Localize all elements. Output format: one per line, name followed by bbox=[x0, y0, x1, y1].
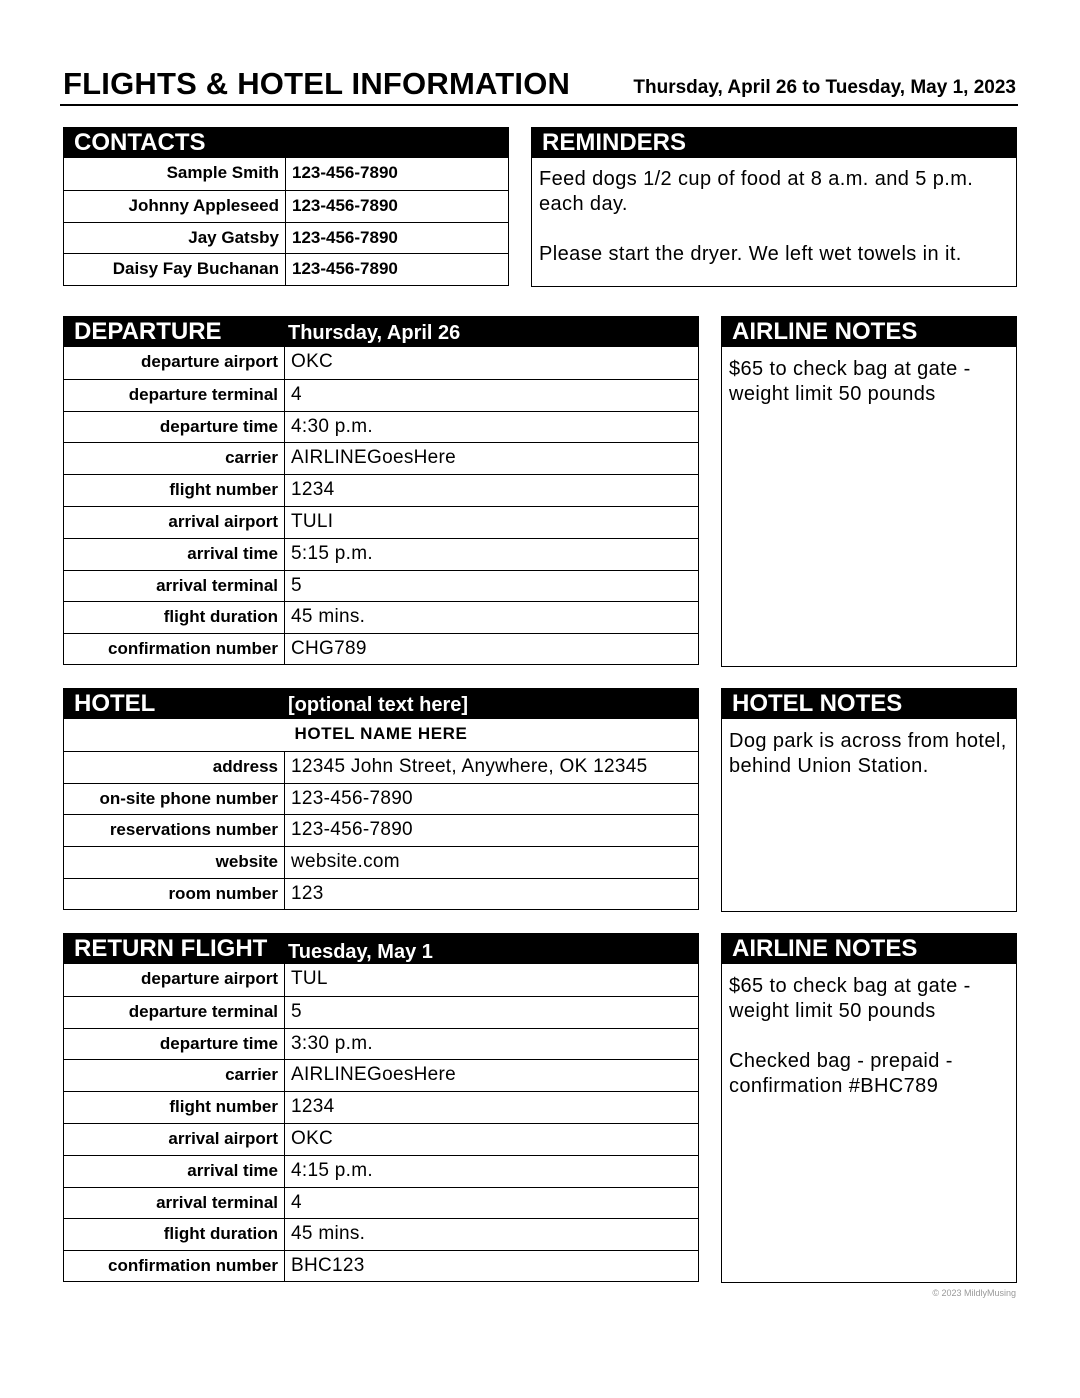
table-row bbox=[64, 570, 698, 602]
airline-notes-title: AIRLINE NOTES bbox=[722, 317, 1016, 347]
return-flight-date: Tuesday, May 1 bbox=[288, 941, 433, 963]
contacts-section bbox=[63, 127, 509, 286]
table-row bbox=[64, 964, 698, 996]
row-label: flight duration bbox=[64, 602, 285, 633]
table-row bbox=[64, 601, 698, 633]
return-flight-header bbox=[64, 934, 698, 964]
row-value: TULI bbox=[291, 510, 334, 532]
row-label: carrier bbox=[64, 1060, 285, 1091]
row-value: OKC bbox=[291, 1127, 334, 1149]
hotel-title: HOTEL bbox=[74, 690, 156, 717]
row-label: flight number bbox=[64, 475, 285, 506]
row-label: departure terminal bbox=[64, 380, 285, 411]
table-row bbox=[64, 1187, 698, 1219]
airline-notes-title: AIRLINE NOTES bbox=[722, 934, 1016, 964]
row-label: arrival airport bbox=[64, 1124, 285, 1155]
row-label: arrival time bbox=[64, 539, 285, 570]
row-label: room number bbox=[64, 879, 285, 910]
hotel-notes-section bbox=[721, 688, 1017, 912]
table-row bbox=[64, 442, 698, 474]
table-row bbox=[64, 1155, 698, 1187]
hotel-table bbox=[64, 719, 698, 910]
row-value: TUL bbox=[291, 968, 328, 989]
contact-phone: 123-456-7890 bbox=[292, 195, 398, 215]
contact-name: Daisy Fay Buchanan bbox=[64, 254, 286, 285]
row-label: confirmation number bbox=[64, 1251, 285, 1282]
row-value: 1234 bbox=[291, 479, 335, 501]
row-value: 123-456-7890 bbox=[291, 787, 413, 809]
reminders-section bbox=[531, 127, 1017, 287]
table-row bbox=[64, 347, 698, 379]
row-value: 12345 John Street, Anywhere, OK 12345 bbox=[291, 755, 648, 777]
row-label: arrival terminal bbox=[64, 1188, 285, 1219]
row-value: 4 bbox=[291, 1191, 302, 1213]
reminders-text: Feed dogs 1/2 cup of food at 8 a.m. and 5 p.m. each day. Please start the dryer. We left wet towels in it. bbox=[539, 168, 974, 265]
return-flight-title: RETURN FLIGHT bbox=[74, 935, 268, 962]
departure-section bbox=[63, 316, 699, 665]
table-row bbox=[64, 474, 698, 506]
row-value: 3:30 p.m. bbox=[291, 1032, 373, 1054]
contact-name: Jay Gatsby bbox=[64, 223, 286, 254]
hotel-header bbox=[64, 689, 698, 719]
row-label: arrival airport bbox=[64, 507, 285, 538]
row-label: departure airport bbox=[64, 347, 285, 379]
row-label: departure time bbox=[64, 1029, 285, 1060]
row-value: BHC123 bbox=[291, 1255, 365, 1277]
return-flight-section bbox=[63, 933, 699, 1282]
contacts-table bbox=[64, 158, 508, 285]
hotel-name: HOTEL NAME HERE bbox=[294, 724, 468, 743]
row-label: website bbox=[64, 847, 285, 878]
row-label: flight duration bbox=[64, 1219, 285, 1250]
row-value: 45 mins. bbox=[291, 1223, 366, 1245]
row-label: carrier bbox=[64, 443, 285, 474]
departure-header bbox=[64, 317, 698, 347]
row-label: departure airport bbox=[64, 964, 285, 996]
contact-row bbox=[64, 222, 508, 254]
row-value: CHG789 bbox=[291, 638, 367, 660]
table-row bbox=[64, 411, 698, 443]
row-value: 123 bbox=[291, 882, 324, 904]
airline-notes-text: $65 to check bag at gate - weight limit 50 pounds Checked bag - prepaid - confirmation #BHC789 bbox=[729, 975, 971, 1097]
contacts-title: CONTACTS bbox=[64, 128, 508, 158]
row-value: 4:30 p.m. bbox=[291, 415, 373, 437]
table-row bbox=[64, 1059, 698, 1091]
table-row bbox=[64, 814, 698, 846]
departure-title: DEPARTURE bbox=[74, 318, 222, 345]
table-row bbox=[64, 846, 698, 878]
row-label: flight number bbox=[64, 1092, 285, 1123]
page-header bbox=[60, 62, 1018, 106]
table-row bbox=[64, 538, 698, 570]
table-row bbox=[64, 751, 698, 783]
contact-phone: 123-456-7890 bbox=[292, 163, 398, 182]
contact-phone: 123-456-7890 bbox=[292, 259, 398, 279]
contact-row bbox=[64, 190, 508, 222]
departure-table bbox=[64, 347, 698, 665]
row-value: 5:15 p.m. bbox=[291, 542, 373, 564]
airline-notes-return bbox=[721, 933, 1017, 1283]
row-label: confirmation number bbox=[64, 634, 285, 665]
table-row bbox=[64, 783, 698, 815]
table-row bbox=[64, 633, 698, 665]
table-row bbox=[64, 1218, 698, 1250]
row-value: 5 bbox=[291, 574, 302, 596]
reminders-title: REMINDERS bbox=[532, 128, 1016, 158]
table-row bbox=[64, 1091, 698, 1123]
row-value: 4 bbox=[291, 383, 302, 405]
contact-phone: 123-456-7890 bbox=[292, 227, 398, 247]
row-value: website.com bbox=[291, 851, 400, 873]
row-value: AIRLINEGoesHere bbox=[291, 1064, 457, 1086]
row-value: 1234 bbox=[291, 1096, 335, 1118]
table-row bbox=[64, 1028, 698, 1060]
airline-notes-departure bbox=[721, 316, 1017, 667]
row-value: 4:15 p.m. bbox=[291, 1159, 373, 1181]
departure-date: Thursday, April 26 bbox=[288, 322, 461, 344]
table-row bbox=[64, 506, 698, 538]
row-value: 45 mins. bbox=[291, 606, 366, 628]
hotel-subtitle: [optional text here] bbox=[288, 694, 469, 716]
hotel-notes-text: Dog park is across from hotel, behind Union Station. bbox=[729, 730, 1013, 777]
contact-name: Johnny Appleseed bbox=[64, 191, 286, 222]
row-value: OKC bbox=[291, 351, 334, 372]
contact-row bbox=[64, 158, 508, 190]
contact-name: Sample Smith bbox=[64, 158, 286, 190]
table-row bbox=[64, 379, 698, 411]
hotel-section bbox=[63, 688, 699, 910]
row-value: AIRLINEGoesHere bbox=[291, 447, 457, 469]
row-label: on-site phone number bbox=[64, 784, 285, 815]
row-label: departure time bbox=[64, 412, 285, 443]
airline-notes-text: $65 to check bag at gate - weight limit 50 pounds bbox=[729, 358, 977, 405]
table-row bbox=[64, 996, 698, 1028]
row-label: arrival time bbox=[64, 1156, 285, 1187]
table-row bbox=[64, 1250, 698, 1282]
page-title: FLIGHTS & HOTEL INFORMATION bbox=[63, 66, 571, 101]
row-value: 5 bbox=[291, 1000, 302, 1022]
copyright-notice: © 2023 MildlyMusing bbox=[932, 1288, 1016, 1298]
row-value: 123-456-7890 bbox=[291, 819, 413, 841]
contact-row bbox=[64, 253, 508, 285]
hotel-notes-title: HOTEL NOTES bbox=[722, 689, 1016, 719]
trip-dates: Thursday, April 26 to Tuesday, May 1, 2023 bbox=[633, 77, 1016, 98]
row-label: address bbox=[64, 752, 285, 783]
row-label: arrival terminal bbox=[64, 571, 285, 602]
table-row bbox=[64, 1123, 698, 1155]
table-row bbox=[64, 878, 698, 910]
row-label: reservations number bbox=[64, 815, 285, 846]
return-flight-table bbox=[64, 964, 698, 1282]
row-label: departure terminal bbox=[64, 997, 285, 1028]
